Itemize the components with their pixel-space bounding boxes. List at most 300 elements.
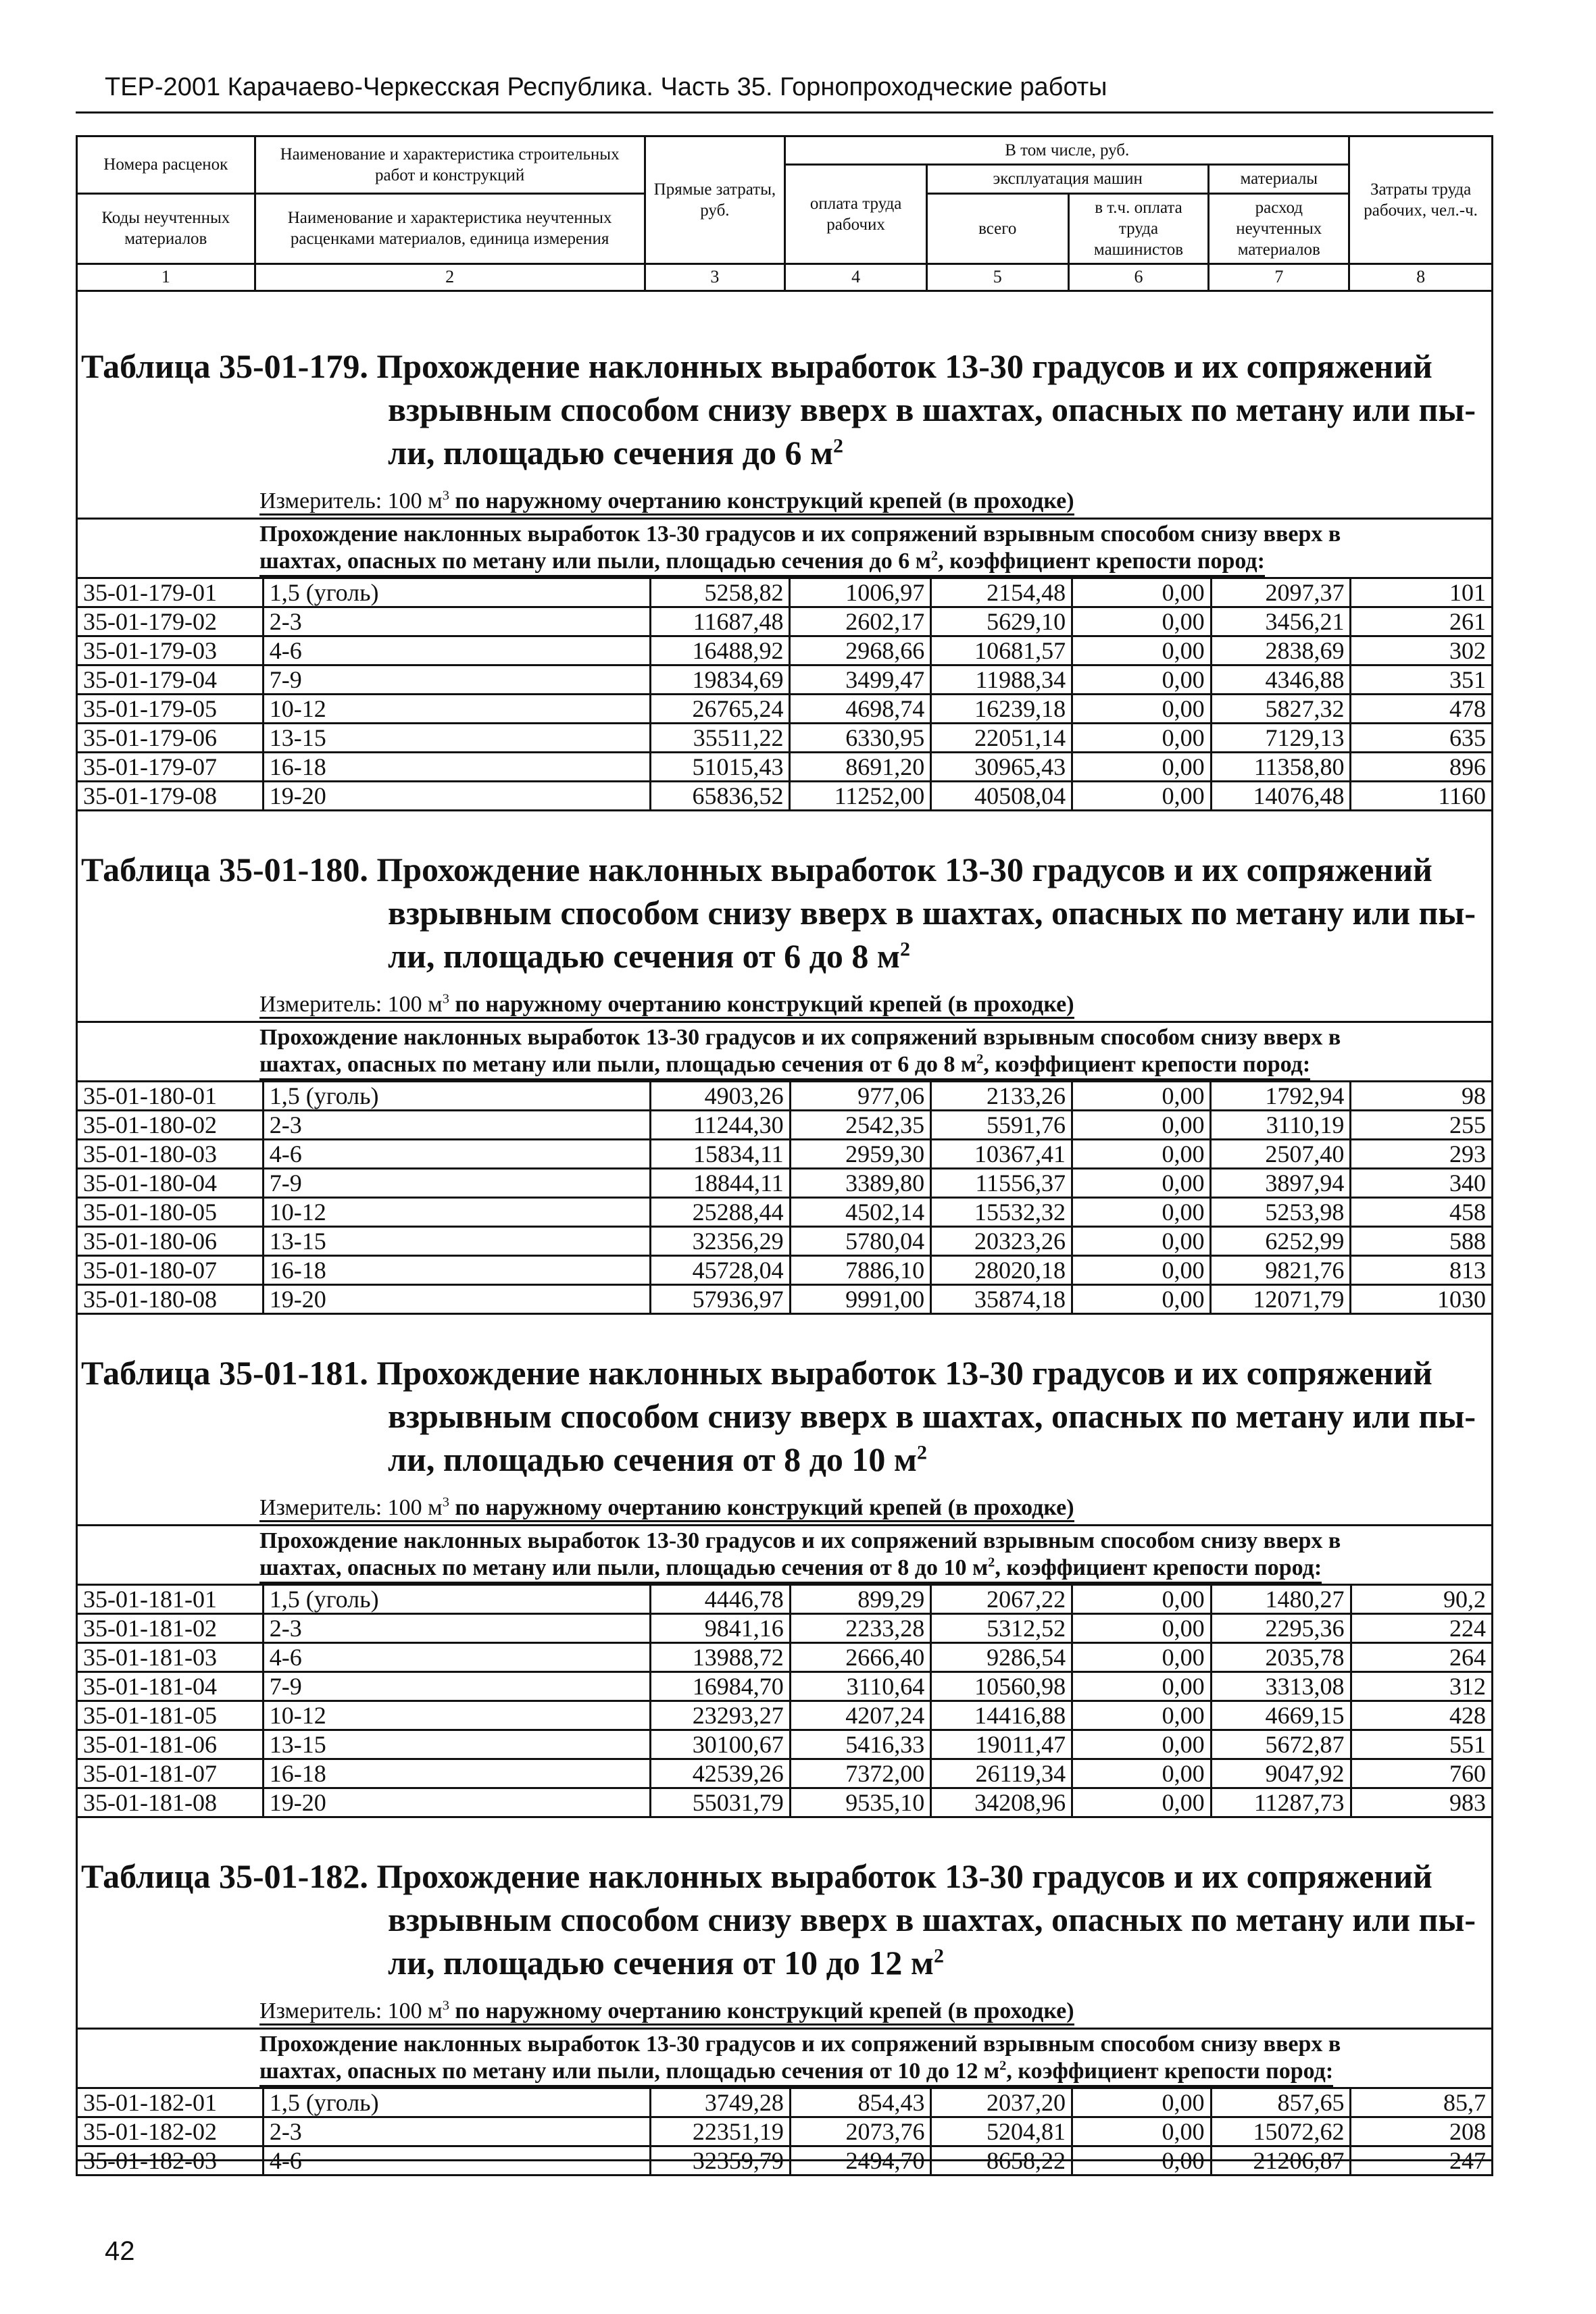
col-num-6: 6 bbox=[1068, 264, 1209, 291]
value-cell: 224 bbox=[1351, 1614, 1492, 1643]
superscript-3: 3 bbox=[442, 488, 449, 503]
value-cell: 4207,24 bbox=[790, 1701, 931, 1730]
measure-unit: Измеритель: 100 $м^3$ по наружному очертанию конструкций крепей (в проходке) bbox=[76, 990, 1493, 1020]
col-labor-cost: Затраты труда рабочих, чел.-ч. bbox=[1349, 136, 1493, 264]
col-machinists-pay: в т.ч. оплата труда машинистов bbox=[1068, 193, 1209, 264]
table-title-line-1: Прохождение наклонных выработок 13-30 градусов и их сопряжений bbox=[376, 1857, 1432, 1895]
value-cell: 813 bbox=[1351, 1256, 1493, 1285]
value-cell: 0,00 bbox=[1072, 1672, 1211, 1701]
table-row bbox=[77, 1140, 1493, 1169]
table-row bbox=[77, 1169, 1493, 1198]
value-cell: 19834,69 bbox=[650, 665, 790, 695]
value-cell: 2037,20 bbox=[931, 2088, 1072, 2117]
value-cell: 5312,52 bbox=[931, 1614, 1072, 1643]
table-title-line-1: Прохождение наклонных выработок 13-30 градусов и их сопряжений bbox=[376, 347, 1432, 385]
rock-hardness: 4-6 bbox=[263, 2146, 650, 2175]
value-cell: 588 bbox=[1351, 1227, 1493, 1256]
table-number: Таблица 35-01-182. bbox=[81, 1857, 368, 1895]
col-materials-unaccounted: расход неучтенных материалов bbox=[1209, 193, 1349, 264]
value-cell: 65836,52 bbox=[650, 782, 790, 811]
rock-hardness: 10-12 bbox=[263, 1701, 650, 1730]
value-cell: 1030 bbox=[1351, 1285, 1493, 1314]
rate-code: 35-01-179-04 bbox=[77, 665, 264, 695]
value-cell: 40508,04 bbox=[931, 782, 1072, 811]
rates-table bbox=[76, 1584, 1493, 1818]
table-row bbox=[77, 1730, 1493, 1759]
table-title-line-3: ли, площадью сечения от 8 до 10 $м^2$ bbox=[388, 1440, 927, 1478]
value-cell: 11687,48 bbox=[650, 607, 790, 636]
rates-table bbox=[76, 1080, 1493, 1315]
value-cell: 0,00 bbox=[1072, 2088, 1212, 2117]
col-direct-costs: Прямые затраты, руб. bbox=[645, 136, 785, 264]
table-title-line-2: взрывным способом снизу вверх в шахтах, опасных по метану или пы- bbox=[388, 391, 1476, 428]
value-cell: 11556,37 bbox=[931, 1169, 1072, 1198]
value-cell: 0,00 bbox=[1072, 1227, 1211, 1256]
table-row bbox=[77, 1643, 1493, 1672]
value-cell: 51015,43 bbox=[650, 753, 790, 782]
measure-unit: Измеритель: 100 $м^3$ по наружному очертанию конструкций крепей (в проходке) bbox=[76, 1996, 1493, 2026]
rock-hardness: 1,5 (уголь) bbox=[263, 1585, 650, 1614]
value-cell: 16984,70 bbox=[650, 1672, 790, 1701]
col-num-3: 3 bbox=[645, 264, 785, 291]
value-cell: 1006,97 bbox=[790, 578, 931, 607]
value-cell: 0,00 bbox=[1072, 1643, 1211, 1672]
value-cell: 351 bbox=[1351, 665, 1493, 695]
col-material-names: Наименование и характеристика неучтенных расценками материалов, единица измерения bbox=[255, 193, 645, 264]
value-cell: 3749,28 bbox=[650, 2088, 790, 2117]
value-cell: 0,00 bbox=[1072, 753, 1211, 782]
rock-hardness: 7-9 bbox=[263, 665, 650, 695]
rock-hardness: 16-18 bbox=[263, 1759, 650, 1788]
col-num-7: 7 bbox=[1209, 264, 1349, 291]
value-cell: 9991,00 bbox=[790, 1285, 931, 1314]
superscript-2: 2 bbox=[833, 434, 844, 457]
rock-hardness: 16-18 bbox=[263, 753, 650, 782]
value-cell: 293 bbox=[1351, 1140, 1493, 1169]
table-title bbox=[76, 345, 1493, 474]
col-num-1: 1 bbox=[77, 264, 255, 291]
table-number: Таблица 35-01-180. bbox=[81, 851, 368, 888]
table-row bbox=[77, 1614, 1493, 1643]
rock-hardness: 2-3 bbox=[263, 1614, 650, 1643]
rates-table bbox=[76, 577, 1493, 811]
group-heading: Прохождение наклонных выработок 13-30 градусов и их сопряжений взрывным способом снизу вверх в шахтах, опасных по метану или пыли, площадью сечения до 6 $м^2$, коэффициент крепости пород: bbox=[76, 518, 1493, 577]
value-cell: 20323,26 bbox=[931, 1227, 1072, 1256]
table-row bbox=[77, 724, 1493, 753]
table-row bbox=[77, 607, 1493, 636]
value-cell: 1160 bbox=[1351, 782, 1493, 811]
table-row bbox=[77, 1198, 1493, 1227]
value-cell: 11988,34 bbox=[931, 665, 1072, 695]
table-title-line-2: взрывным способом снизу вверх в шахтах, опасных по метану или пы- bbox=[388, 1901, 1476, 1938]
table-row bbox=[77, 1585, 1493, 1614]
rock-hardness: 4-6 bbox=[263, 636, 650, 665]
value-cell: 35874,18 bbox=[931, 1285, 1072, 1314]
value-cell: 32356,29 bbox=[650, 1227, 790, 1256]
value-cell: 4502,14 bbox=[790, 1198, 931, 1227]
value-cell: 5672,87 bbox=[1211, 1730, 1351, 1759]
page-number: 42 bbox=[105, 2236, 135, 2266]
value-cell: 98 bbox=[1351, 1082, 1493, 1111]
table-row bbox=[77, 1256, 1493, 1285]
value-cell: 5416,33 bbox=[790, 1730, 931, 1759]
value-cell: 5258,82 bbox=[650, 578, 790, 607]
superscript-2: 2 bbox=[899, 938, 910, 961]
value-cell: 45728,04 bbox=[650, 1256, 790, 1285]
value-cell: 10560,98 bbox=[931, 1672, 1072, 1701]
section-table-180 bbox=[76, 848, 1493, 1315]
rate-code: 35-01-179-01 bbox=[77, 578, 264, 607]
table-row bbox=[77, 2146, 1493, 2175]
value-cell: 23293,27 bbox=[650, 1701, 790, 1730]
value-cell: 264 bbox=[1351, 1643, 1492, 1672]
value-cell: 19011,47 bbox=[931, 1730, 1072, 1759]
rock-hardness: 4-6 bbox=[263, 1140, 650, 1169]
col-machines: эксплуатация машин bbox=[926, 165, 1208, 193]
value-cell: 0,00 bbox=[1072, 1169, 1211, 1198]
table-number: Таблица 35-01-179. bbox=[81, 347, 368, 385]
value-cell: 899,29 bbox=[790, 1585, 931, 1614]
value-cell: 12071,79 bbox=[1211, 1285, 1351, 1314]
value-cell: 255 bbox=[1351, 1111, 1493, 1140]
value-cell: 261 bbox=[1351, 607, 1493, 636]
rate-code: 35-01-181-01 bbox=[77, 1585, 264, 1614]
page-header: ТЕР-2001 Карачаево-Черкесская Республика. Часть 35. Горнопроходческие работы bbox=[105, 73, 1107, 101]
value-cell: 2542,35 bbox=[790, 1111, 931, 1140]
rate-code: 35-01-181-08 bbox=[77, 1788, 264, 1817]
value-cell: 0,00 bbox=[1072, 2146, 1212, 2175]
col-labor-pay: оплата труда рабочих bbox=[785, 165, 927, 264]
value-cell: 14416,88 bbox=[931, 1701, 1072, 1730]
superscript-3: 3 bbox=[442, 1494, 449, 1510]
rates-table bbox=[76, 2087, 1493, 2176]
rock-hardness: 10-12 bbox=[263, 695, 650, 724]
value-cell: 428 bbox=[1351, 1701, 1492, 1730]
value-cell: 896 bbox=[1351, 753, 1493, 782]
value-cell: 0,00 bbox=[1072, 1701, 1211, 1730]
rock-hardness: 7-9 bbox=[263, 1169, 650, 1198]
value-cell: 0,00 bbox=[1072, 1788, 1211, 1817]
table-row bbox=[77, 782, 1493, 811]
table-row bbox=[77, 1672, 1493, 1701]
table-title-line-2: взрывным способом снизу вверх в шахтах, опасных по метану или пы- bbox=[388, 1397, 1476, 1435]
section-table-182 bbox=[76, 1855, 1493, 2176]
value-cell: 25288,44 bbox=[650, 1198, 790, 1227]
value-cell: 0,00 bbox=[1072, 1198, 1211, 1227]
rock-hardness: 16-18 bbox=[263, 1256, 650, 1285]
section-table-181 bbox=[76, 1351, 1493, 1818]
table-row bbox=[77, 753, 1493, 782]
rate-code: 35-01-179-06 bbox=[77, 724, 264, 753]
value-cell: 4669,15 bbox=[1211, 1701, 1351, 1730]
rock-hardness: 1,5 (уголь) bbox=[263, 578, 650, 607]
value-cell: 4446,78 bbox=[650, 1585, 790, 1614]
value-cell: 5591,76 bbox=[931, 1111, 1072, 1140]
value-cell: 14076,48 bbox=[1211, 782, 1351, 811]
value-cell: 2838,69 bbox=[1211, 636, 1351, 665]
value-cell: 312 bbox=[1351, 1672, 1492, 1701]
value-cell: 977,06 bbox=[790, 1082, 931, 1111]
rate-code: 35-01-180-04 bbox=[77, 1169, 264, 1198]
value-cell: 3110,19 bbox=[1211, 1111, 1351, 1140]
rate-code: 35-01-180-08 bbox=[77, 1285, 264, 1314]
value-cell: 8658,22 bbox=[931, 2146, 1072, 2175]
value-cell: 10681,57 bbox=[931, 636, 1072, 665]
value-cell: 0,00 bbox=[1072, 607, 1211, 636]
value-cell: 16488,92 bbox=[650, 636, 790, 665]
value-cell: 458 bbox=[1351, 1198, 1493, 1227]
value-cell: 11358,80 bbox=[1211, 753, 1351, 782]
table-row bbox=[77, 1759, 1493, 1788]
value-cell: 11244,30 bbox=[650, 1111, 790, 1140]
value-cell: 2507,40 bbox=[1211, 1140, 1351, 1169]
header-rule bbox=[76, 111, 1493, 114]
value-cell: 34208,96 bbox=[931, 1788, 1072, 1817]
table-row bbox=[77, 1227, 1493, 1256]
rock-hardness: 19-20 bbox=[263, 1788, 650, 1817]
table-row bbox=[77, 2088, 1493, 2117]
value-cell: 2233,28 bbox=[790, 1614, 931, 1643]
value-cell: 0,00 bbox=[1072, 695, 1211, 724]
value-cell: 32359,79 bbox=[650, 2146, 790, 2175]
value-cell: 4903,26 bbox=[650, 1082, 790, 1111]
table-title bbox=[76, 1855, 1493, 1984]
value-cell: 4346,88 bbox=[1211, 665, 1351, 695]
value-cell: 2067,22 bbox=[931, 1585, 1072, 1614]
table-row bbox=[77, 1701, 1493, 1730]
value-cell: 28020,18 bbox=[931, 1256, 1072, 1285]
table-row bbox=[77, 636, 1493, 665]
table-row bbox=[77, 1788, 1493, 1817]
table-title-line-2: взрывным способом снизу вверх в шахтах, опасных по метану или пы- bbox=[388, 894, 1476, 932]
rate-code: 35-01-180-03 bbox=[77, 1140, 264, 1169]
value-cell: 2968,66 bbox=[790, 636, 931, 665]
value-cell: 0,00 bbox=[1072, 1140, 1211, 1169]
value-cell: 15532,32 bbox=[931, 1198, 1072, 1227]
group-heading: Прохождение наклонных выработок 13-30 градусов и их сопряжений взрывным способом снизу вверх в шахтах, опасных по метану или пыли, площадью сечения от 6 до 8 $м^2$, коэффициент крепости пород: bbox=[76, 1021, 1493, 1080]
table-row bbox=[77, 695, 1493, 724]
value-cell: 101 bbox=[1351, 578, 1493, 607]
value-cell: 3456,21 bbox=[1211, 607, 1351, 636]
value-cell: 302 bbox=[1351, 636, 1493, 665]
value-cell: 2295,36 bbox=[1211, 1614, 1351, 1643]
value-cell: 2154,48 bbox=[931, 578, 1072, 607]
value-cell: 208 bbox=[1351, 2117, 1493, 2146]
col-num-2: 2 bbox=[255, 264, 645, 291]
table-title-line-1: Прохождение наклонных выработок 13-30 градусов и их сопряжений bbox=[376, 1354, 1432, 1392]
value-cell: 0,00 bbox=[1072, 636, 1211, 665]
rate-code: 35-01-182-01 bbox=[77, 2088, 264, 2117]
value-cell: 0,00 bbox=[1072, 1256, 1211, 1285]
table-row bbox=[77, 578, 1493, 607]
value-cell: 15834,11 bbox=[650, 1140, 790, 1169]
rock-hardness: 2-3 bbox=[263, 2117, 650, 2146]
value-cell: 7129,13 bbox=[1211, 724, 1351, 753]
rate-code: 35-01-181-04 bbox=[77, 1672, 264, 1701]
value-cell: 3499,47 bbox=[790, 665, 931, 695]
rate-code: 35-01-179-02 bbox=[77, 607, 264, 636]
value-cell: 635 bbox=[1351, 724, 1493, 753]
col-num-4: 4 bbox=[785, 264, 927, 291]
value-cell: 6252,99 bbox=[1211, 1227, 1351, 1256]
value-cell: 2133,26 bbox=[931, 1082, 1072, 1111]
col-work-name: Наименование и характеристика строительных работ и конструкций bbox=[255, 136, 645, 194]
value-cell: 57936,97 bbox=[650, 1285, 790, 1314]
value-cell: 6330,95 bbox=[790, 724, 931, 753]
value-cell: 55031,79 bbox=[650, 1788, 790, 1817]
section-table-179 bbox=[76, 345, 1493, 811]
value-cell: 9535,10 bbox=[790, 1788, 931, 1817]
col-machines-total: всего bbox=[926, 193, 1068, 264]
value-cell: 0,00 bbox=[1072, 1285, 1211, 1314]
col-material-codes: Коды неучтенных материалов bbox=[77, 193, 255, 264]
value-cell: 22351,19 bbox=[650, 2117, 790, 2146]
rate-code: 35-01-181-06 bbox=[77, 1730, 264, 1759]
superscript-3: 3 bbox=[442, 991, 449, 1007]
table-row bbox=[77, 2117, 1493, 2146]
value-cell: 2494,70 bbox=[790, 2146, 931, 2175]
col-num-8: 8 bbox=[1349, 264, 1493, 291]
value-cell: 5780,04 bbox=[790, 1227, 931, 1256]
value-cell: 3110,64 bbox=[790, 1672, 931, 1701]
value-cell: 760 bbox=[1351, 1759, 1492, 1788]
value-cell: 90,2 bbox=[1351, 1585, 1492, 1614]
value-cell: 16239,18 bbox=[931, 695, 1072, 724]
value-cell: 7886,10 bbox=[790, 1256, 931, 1285]
value-cell: 8691,20 bbox=[790, 753, 931, 782]
value-cell: 0,00 bbox=[1072, 724, 1211, 753]
value-cell: 5204,81 bbox=[931, 2117, 1072, 2146]
value-cell: 26119,34 bbox=[931, 1759, 1072, 1788]
rock-hardness: 13-15 bbox=[263, 1730, 650, 1759]
value-cell: 5827,32 bbox=[1211, 695, 1351, 724]
rate-code: 35-01-179-03 bbox=[77, 636, 264, 665]
superscript-2: 2 bbox=[916, 1441, 927, 1464]
value-cell: 85,7 bbox=[1351, 2088, 1493, 2117]
table-row bbox=[77, 1285, 1493, 1314]
value-cell: 854,43 bbox=[790, 2088, 931, 2117]
value-cell: 247 bbox=[1351, 2146, 1493, 2175]
value-cell: 0,00 bbox=[1072, 1759, 1211, 1788]
table-row bbox=[77, 665, 1493, 695]
rate-code: 35-01-179-07 bbox=[77, 753, 264, 782]
value-cell: 551 bbox=[1351, 1730, 1492, 1759]
value-cell: 2959,30 bbox=[790, 1140, 931, 1169]
value-cell: 11252,00 bbox=[790, 782, 931, 811]
measure-unit: Измеритель: 100 $м^3$ по наружному очертанию конструкций крепей (в проходке) bbox=[76, 1493, 1493, 1523]
rock-hardness: 4-6 bbox=[263, 1643, 650, 1672]
value-cell: 7372,00 bbox=[790, 1759, 931, 1788]
value-cell: 983 bbox=[1351, 1788, 1492, 1817]
table-title-line-1: Прохождение наклонных выработок 13-30 градусов и их сопряжений bbox=[376, 851, 1432, 888]
value-cell: 30100,67 bbox=[650, 1730, 790, 1759]
col-including: В том числе, руб. bbox=[785, 136, 1349, 165]
value-cell: 9821,76 bbox=[1211, 1256, 1351, 1285]
table-number: Таблица 35-01-181. bbox=[81, 1354, 368, 1392]
rock-hardness: 1,5 (уголь) bbox=[263, 1082, 650, 1111]
superscript-2: 2 bbox=[933, 1944, 944, 1967]
value-cell: 2035,78 bbox=[1211, 1643, 1351, 1672]
rate-code: 35-01-180-01 bbox=[77, 1082, 264, 1111]
rock-hardness: 13-15 bbox=[263, 1227, 650, 1256]
value-cell: 1480,27 bbox=[1211, 1585, 1351, 1614]
group-heading: Прохождение наклонных выработок 13-30 градусов и их сопряжений взрывным способом снизу вверх в шахтах, опасных по метану или пыли, площадью сечения от 8 до 10 $м^2$, коэффициент крепости пород: bbox=[76, 1524, 1493, 1584]
rate-code: 35-01-179-05 bbox=[77, 695, 264, 724]
value-cell: 30965,43 bbox=[931, 753, 1072, 782]
value-cell: 0,00 bbox=[1072, 1585, 1211, 1614]
col-rates-number: Номера расценок bbox=[77, 136, 255, 194]
measure-unit: Измеритель: 100 $м^3$ по наружному очертанию конструкций крепей (в проходке) bbox=[76, 486, 1493, 516]
rate-code: 35-01-180-06 bbox=[77, 1227, 264, 1256]
value-cell: 13988,72 bbox=[650, 1643, 790, 1672]
value-cell: 0,00 bbox=[1072, 1730, 1211, 1759]
value-cell: 0,00 bbox=[1072, 1082, 1211, 1111]
col-materials: материалы bbox=[1209, 165, 1349, 193]
value-cell: 42539,26 bbox=[650, 1759, 790, 1788]
rock-hardness: 19-20 bbox=[263, 1285, 650, 1314]
col-num-5: 5 bbox=[926, 264, 1068, 291]
value-cell: 0,00 bbox=[1072, 1614, 1211, 1643]
rate-code: 35-01-181-05 bbox=[77, 1701, 264, 1730]
value-cell: 9047,92 bbox=[1211, 1759, 1351, 1788]
value-cell: 2666,40 bbox=[790, 1643, 931, 1672]
value-cell: 2602,17 bbox=[790, 607, 931, 636]
value-cell: 3897,94 bbox=[1211, 1169, 1351, 1198]
value-cell: 11287,73 bbox=[1211, 1788, 1351, 1817]
rock-hardness: 13-15 bbox=[263, 724, 650, 753]
rate-code: 35-01-181-02 bbox=[77, 1614, 264, 1643]
rock-hardness: 10-12 bbox=[263, 1198, 650, 1227]
rate-code: 35-01-181-07 bbox=[77, 1759, 264, 1788]
rate-code: 35-01-181-03 bbox=[77, 1643, 264, 1672]
value-cell: 4698,74 bbox=[790, 695, 931, 724]
rock-hardness: 7-9 bbox=[263, 1672, 650, 1701]
value-cell: 18844,11 bbox=[650, 1169, 790, 1198]
rate-code: 35-01-182-03 bbox=[77, 2146, 264, 2175]
rock-hardness: 19-20 bbox=[263, 782, 650, 811]
table-title bbox=[76, 848, 1493, 978]
value-cell: 0,00 bbox=[1072, 1111, 1211, 1140]
value-cell: 857,65 bbox=[1211, 2088, 1351, 2117]
rock-hardness: 1,5 (уголь) bbox=[263, 2088, 650, 2117]
rate-code: 35-01-180-02 bbox=[77, 1111, 264, 1140]
value-cell: 1792,94 bbox=[1211, 1082, 1351, 1111]
value-cell: 3389,80 bbox=[790, 1169, 931, 1198]
group-heading: Прохождение наклонных выработок 13-30 градусов и их сопряжений взрывным способом снизу вверх в шахтах, опасных по метану или пыли, площадью сечения от 10 до 12 $м^2$, коэффициент крепости пород: bbox=[76, 2028, 1493, 2087]
rock-hardness: 2-3 bbox=[263, 607, 650, 636]
value-cell: 10367,41 bbox=[931, 1140, 1072, 1169]
superscript-3: 3 bbox=[442, 1998, 449, 2013]
rock-hardness: 2-3 bbox=[263, 1111, 650, 1140]
value-cell: 21206,87 bbox=[1211, 2146, 1351, 2175]
value-cell: 0,00 bbox=[1072, 782, 1211, 811]
value-cell: 5253,98 bbox=[1211, 1198, 1351, 1227]
value-cell: 35511,22 bbox=[650, 724, 790, 753]
rate-code: 35-01-180-05 bbox=[77, 1198, 264, 1227]
table-title-line-3: ли, площадью сечения от 6 до 8 $м^2$ bbox=[388, 937, 910, 975]
value-cell: 0,00 bbox=[1072, 2117, 1212, 2146]
value-cell: 478 bbox=[1351, 695, 1493, 724]
value-cell: 2097,37 bbox=[1211, 578, 1351, 607]
rate-code: 35-01-180-07 bbox=[77, 1256, 264, 1285]
value-cell: 15072,62 bbox=[1211, 2117, 1351, 2146]
table-title bbox=[76, 1351, 1493, 1481]
value-cell: 2073,76 bbox=[790, 2117, 931, 2146]
table-row bbox=[77, 1082, 1493, 1111]
value-cell: 0,00 bbox=[1072, 578, 1211, 607]
value-cell: 340 bbox=[1351, 1169, 1493, 1198]
value-cell: 0,00 bbox=[1072, 665, 1211, 695]
